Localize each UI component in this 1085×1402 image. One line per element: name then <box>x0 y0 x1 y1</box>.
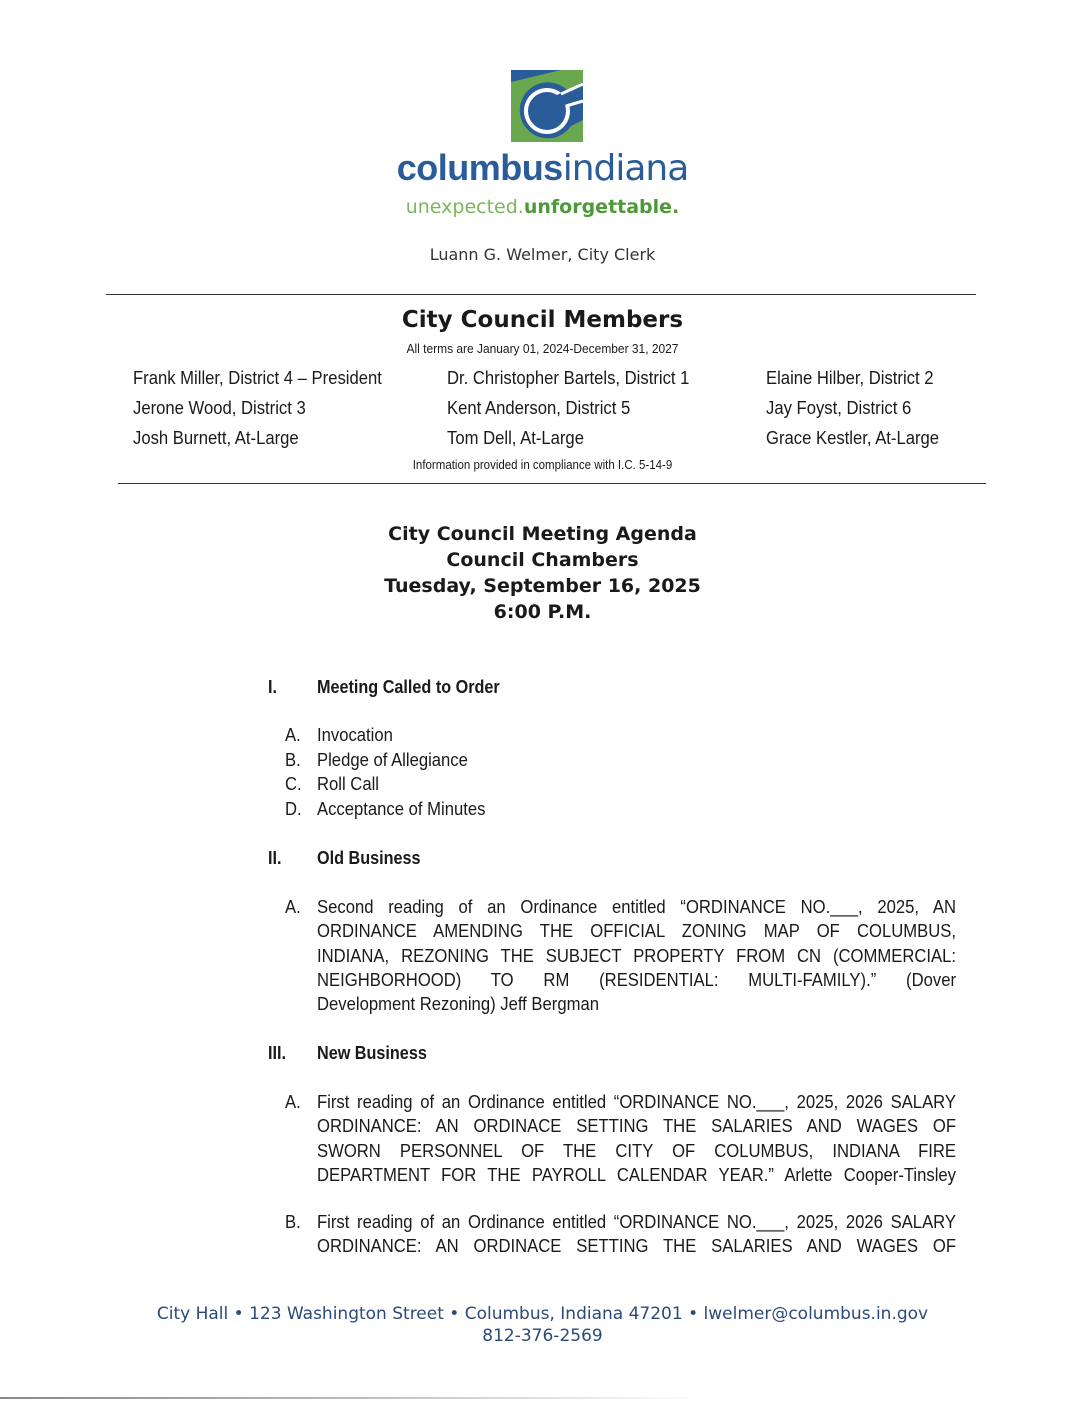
section-number: I. <box>268 677 278 697</box>
tagline-light: unexpected. <box>405 196 524 218</box>
city-clerk: Luann G. Welmer, City Clerk <box>429 245 656 264</box>
agenda-item-paragraph <box>317 1210 956 1259</box>
member: Kent Anderson, District 5 <box>447 397 631 418</box>
agenda-item: Acceptance of Minutes <box>317 798 486 819</box>
agenda-item-paragraph <box>317 1090 956 1187</box>
item-letter: B. <box>285 749 301 770</box>
paragraph-line: ORDINANCE: AN ORDINACE SETTING THE SALARIES AND WAGES OF <box>317 1115 956 1137</box>
terms-note: All terms are January 01, 2024-December 31, 2027 <box>406 341 679 356</box>
paragraph-line: ORDINANCE: AN ORDINACE SETTING THE SALARIES AND WAGES OF <box>317 1235 956 1257</box>
section-number: II. <box>268 848 282 868</box>
item-letter: C. <box>285 773 302 794</box>
agenda-item-paragraph <box>317 895 956 1016</box>
member: Frank Miller, District 4 – President <box>133 367 382 388</box>
agenda-heading <box>0 521 1085 625</box>
divider-top <box>106 294 976 295</box>
member: Tom Dell, At-Large <box>447 427 584 448</box>
member: Jerone Wood, District 3 <box>133 397 306 418</box>
paragraph-line: First reading of an Ordinance entitled “ORDINANCE NO.___, 2025, 2026 SALARY <box>317 1211 956 1232</box>
member: Dr. Christopher Bartels, District 1 <box>447 367 690 388</box>
paragraph-line: Second reading of an Ordinance entitled “ORDINANCE NO.___, 2025, AN <box>317 896 956 917</box>
paragraph-line: DEPARTMENT FOR THE PAYROLL CALENDAR YEAR.” Arlette Cooper-Tinsley <box>317 1163 956 1185</box>
agenda-date: Tuesday, September 16, 2025 <box>384 575 701 597</box>
member: Elaine Hilber, District 2 <box>766 367 934 388</box>
agenda-item: Invocation <box>317 724 393 745</box>
item-letter: D. <box>285 798 302 819</box>
columbus-c-logo-icon <box>511 70 583 142</box>
paragraph-line: SWORN PERSONNEL OF THE CITY OF COLUMBUS, INDIANA FIRE <box>317 1139 956 1161</box>
agenda-item: Roll Call <box>317 773 380 794</box>
footer <box>0 1303 1085 1347</box>
compliance-note: Information provided in compliance with I.C. 5-14-9 <box>412 458 673 472</box>
item-letter: A. <box>285 724 301 745</box>
member: Jay Foyst, District 6 <box>766 397 912 418</box>
member: Josh Burnett, At-Large <box>133 427 299 448</box>
item-letter: A. <box>285 1091 301 1112</box>
paragraph-line: ORDINANCE AMENDING THE OFFICIAL ZONING MAP OF COLUMBUS, <box>317 920 956 942</box>
footer-address: City Hall • 123 Washington Street • Columbus, Indiana 47201 • lwelmer@columbus.in.gov <box>156 1304 929 1324</box>
paragraph-line: NEIGHBORHOOD) TO RM (RESIDENTIAL: MULTI-FAMILY).” (Dover <box>317 968 956 990</box>
section-title: Old Business <box>317 848 421 868</box>
paragraph-line: First reading of an Ordinance entitled “ORDINANCE NO.___, 2025, 2026 SALARY <box>317 1091 956 1112</box>
section-title: New Business <box>317 1043 427 1063</box>
item-letter: A. <box>285 896 301 917</box>
paragraph-line: INDIANA, REZONING THE SUBJECT PROPERTY FROM CN (COMMERCIAL: <box>317 944 956 966</box>
footer-phone: 812-376-2569 <box>482 1326 603 1346</box>
divider-bottom <box>118 483 986 484</box>
agenda-title: City Council Meeting Agenda <box>388 523 697 545</box>
agenda-time: 6:00 P.M. <box>493 601 592 623</box>
agenda-item: Pledge of Allegiance <box>317 749 468 770</box>
tagline <box>0 195 1085 219</box>
tagline-bold: unforgettable. <box>523 196 680 218</box>
section-number: III. <box>268 1043 287 1063</box>
wordmark-light: indiana <box>562 148 689 189</box>
section-title: Meeting Called to Order <box>317 677 500 697</box>
item-letter: B. <box>285 1211 301 1232</box>
scan-edge-line <box>0 1397 700 1399</box>
paragraph-line: Development Rezoning) Jeff Bergman <box>317 993 599 1015</box>
agenda-location: Council Chambers <box>446 549 639 571</box>
wordmark-bold: columbus <box>396 147 563 188</box>
member: Grace Kestler, At-Large <box>766 427 940 448</box>
council-members-title: City Council Members <box>401 307 684 333</box>
wordmark <box>0 146 1085 191</box>
